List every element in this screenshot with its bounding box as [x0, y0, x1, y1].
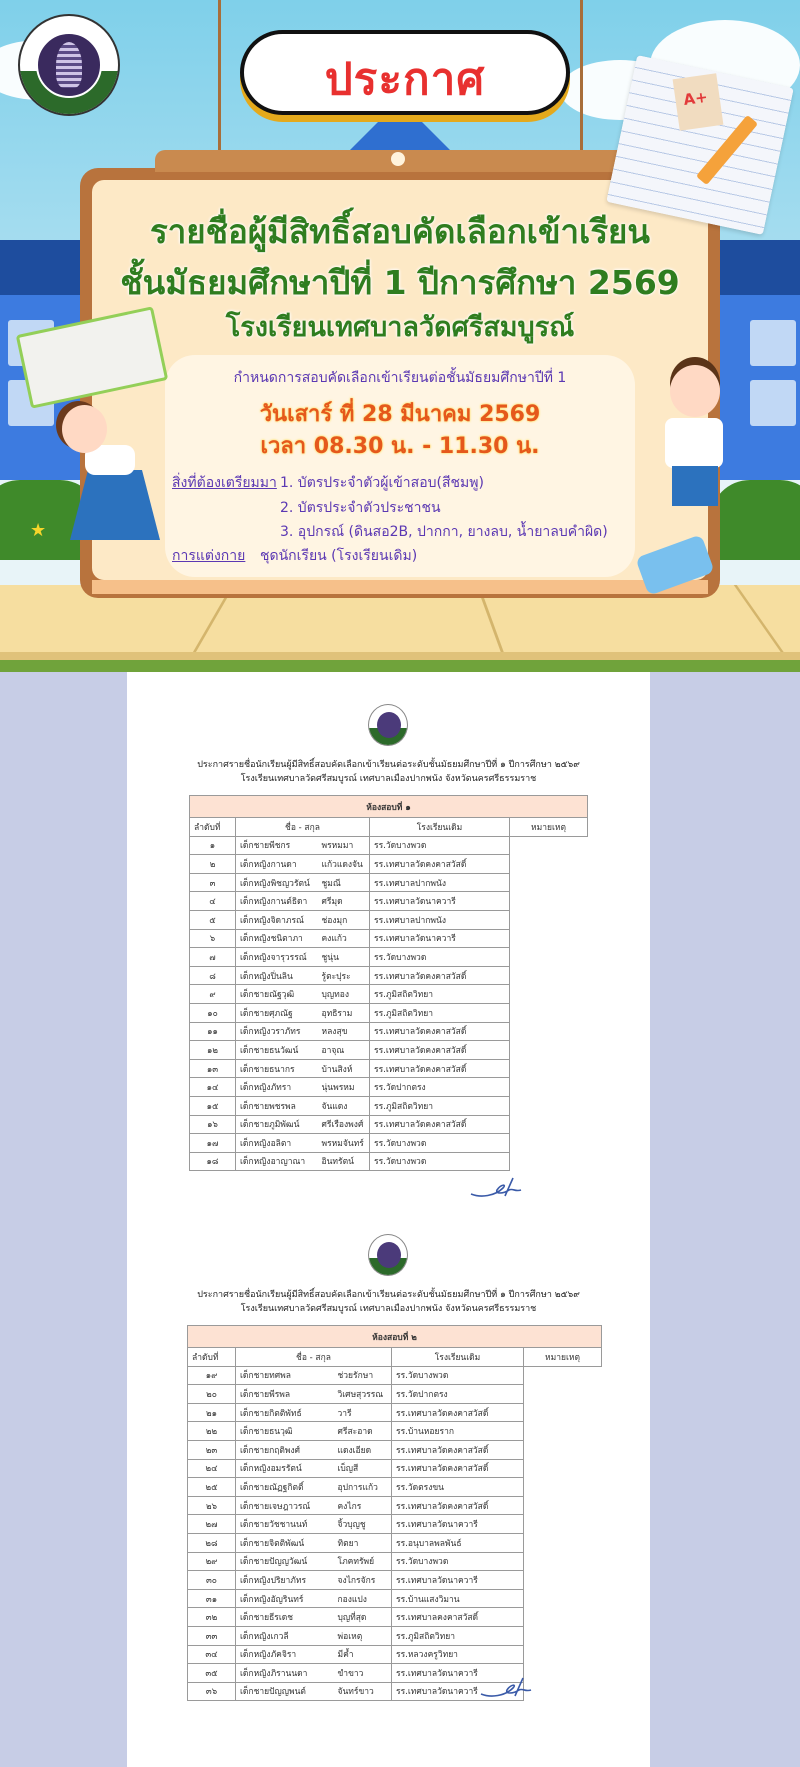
row-number: ๓๓	[188, 1626, 236, 1645]
student-surname: มีค้ำ	[334, 1645, 392, 1664]
row-number: ๑๒	[190, 1041, 236, 1060]
table-row	[188, 1571, 602, 1590]
student-surname: ชูนุ่น	[318, 948, 370, 967]
table-row	[188, 1608, 602, 1627]
student-surname: อุปการแก้ว	[334, 1478, 392, 1497]
exam-date: วันเสาร์ ที่ 28 มีนาคม 2569	[259, 402, 541, 427]
previous-school: รร.เทศบาลวัดนาควารี	[370, 892, 510, 911]
previous-school: รร.เทศบาลวัดคงคาสวัสดิ์	[392, 1496, 524, 1515]
student-surname: จันแดง	[318, 1096, 370, 1115]
row-number: ๑๔	[190, 1078, 236, 1097]
student-first-name: เด็กชายพชรพล	[236, 1096, 318, 1115]
table-row	[188, 1459, 602, 1478]
student-surname: อาจุณ	[318, 1041, 370, 1060]
student-surname: คงไกร	[334, 1496, 392, 1515]
student-surname: วารี	[334, 1403, 392, 1422]
student-surname: ทิตยา	[334, 1533, 392, 1552]
student-surname: ชูมณี	[318, 873, 370, 892]
hanging-rope	[580, 0, 583, 160]
previous-school: รร.เทศบาลวัดคงคาสวัสดิ์	[370, 855, 510, 874]
student-surname: รู้ตะปุระ	[318, 966, 370, 985]
boy-illustration	[670, 365, 720, 417]
previous-school: รร.เทศบาลวัดคงคาสวัสดิ์	[392, 1440, 524, 1459]
schedule-subheading: กำหนดการสอบคัดเลือกเข้าเรียนต่อชั้นมัธยมศึกษาปีที่ 1	[233, 370, 567, 386]
student-first-name: เด็กชายกฤติพงศ์	[236, 1440, 334, 1459]
table-row	[190, 1003, 588, 1022]
previous-school: รร.บ้านแสงวิมาน	[392, 1589, 524, 1608]
col-header-note: หมายเหตุ	[524, 1348, 602, 1367]
student-surname: ศรีมุด	[318, 892, 370, 911]
student-first-name: เด็กหญิงปริยาภัทร	[236, 1571, 334, 1590]
document-subtitle: โรงเรียนเทศบาลวัดศรีสมบูรณ์ เทศบาลเมืองปากพนัง จังหวัดนครศรีธรรมราช	[240, 1304, 537, 1314]
table-row	[190, 1041, 588, 1060]
previous-school: รร.วัดปากตรง	[370, 1078, 510, 1097]
student-first-name: เด็กหญิงพิชญวรัตน์	[236, 873, 318, 892]
row-number: ๒๒	[188, 1422, 236, 1441]
room-header: ห้องสอบที่ ๑	[190, 796, 588, 818]
previous-school: รร.เทศบาลวัดคงคาสวัสดิ์	[370, 1041, 510, 1060]
row-number: ๓๔	[188, 1645, 236, 1664]
previous-school: รร.วัดบางพวด	[370, 836, 510, 855]
roster-table-room-2	[187, 1325, 602, 1701]
previous-school: รร.วัดบางพวด	[370, 948, 510, 967]
student-first-name: เด็กชายกิตติพัทธ์	[236, 1403, 334, 1422]
row-number: ๑๐	[190, 1003, 236, 1022]
student-first-name: เด็กหญิงชนิตาภา	[236, 929, 318, 948]
row-number: ๑๓	[190, 1059, 236, 1078]
row-number: ๒	[190, 855, 236, 874]
row-number: ๔	[190, 892, 236, 911]
building-right	[710, 240, 800, 480]
student-surname: พรหมจันทร์	[318, 1134, 370, 1153]
student-first-name: เด็กหญิงอมรรัตน์	[236, 1459, 334, 1478]
table-row	[190, 1022, 588, 1041]
student-first-name: เด็กหญิงกานดา	[236, 855, 318, 874]
exam-time: เวลา 08.30 น. - 11.30 น.	[260, 434, 540, 459]
table-row	[188, 1552, 602, 1571]
student-surname: พ่อเหตุ	[334, 1626, 392, 1645]
school-logo	[18, 14, 120, 116]
table-row	[188, 1403, 602, 1422]
table-row	[188, 1682, 602, 1701]
table-row	[190, 1096, 588, 1115]
row-number: ๓๕	[188, 1664, 236, 1683]
student-first-name: เด็กชายธีรเดช	[236, 1608, 334, 1627]
row-number: ๓๐	[188, 1571, 236, 1590]
student-first-name: เด็กหญิงเกวลี	[236, 1626, 334, 1645]
previous-school: รร.หลวงครูวิทยา	[392, 1645, 524, 1664]
document-title: ประกาศรายชื่อนักเรียนผู้มีสิทธิ์สอบคัดเลือกเข้าเรียนต่อระดับชั้นมัธยมศึกษาปีที่ ๑ ปีการศึกษา ๒๕๖๙	[197, 760, 580, 770]
row-number: ๒๔	[188, 1459, 236, 1478]
student-surname: พรหมมา	[318, 836, 370, 855]
student-surname: หลงสุข	[318, 1022, 370, 1041]
row-number: ๓๑	[188, 1589, 236, 1608]
student-surname: วิเศษสุวรรณ	[334, 1385, 392, 1404]
table-row	[188, 1385, 602, 1404]
prepare-item: 3. อุปกรณ์ (ดินสอ2B, ปากกา, ยางลบ, น้ำยาลบคำผิด)	[280, 524, 608, 540]
student-surname: จันทร์ขาว	[334, 1682, 392, 1701]
table-row	[190, 966, 588, 985]
student-first-name: เด็กหญิงภัคจิรา	[236, 1645, 334, 1664]
student-first-name: เด็กชายจิตติพัฒน์	[236, 1533, 334, 1552]
table-row	[188, 1478, 602, 1497]
student-surname: แดงเอียด	[334, 1440, 392, 1459]
student-first-name: เด็กชายณัฏฐกิตติ์	[236, 1478, 334, 1497]
row-number: ๙	[190, 985, 236, 1004]
table-row	[188, 1533, 602, 1552]
previous-school: รร.เทศบาลวัดคงคาสวัสดิ์	[370, 966, 510, 985]
row-number: ๑	[190, 836, 236, 855]
student-first-name: เด็กชายศุภณัฐ	[236, 1003, 318, 1022]
signature	[477, 1674, 537, 1700]
student-surname: ศรีเรืองพงศ์	[318, 1115, 370, 1134]
previous-school: รร.เทศบาลวัดนาควารี	[392, 1682, 524, 1701]
student-first-name: เด็กชายภูมิพัฒน์	[236, 1115, 318, 1134]
table-row	[190, 948, 588, 967]
row-number: ๖	[190, 929, 236, 948]
table-row	[190, 1059, 588, 1078]
grade-text: A+	[682, 87, 709, 109]
boy-illustration	[672, 466, 718, 506]
previous-school: รร.วัดบางพวด	[370, 1152, 510, 1171]
previous-school: รร.เทศบาลวัดคงคาสวัสดิ์	[370, 1059, 510, 1078]
student-surname: แก้วแดงจัน	[318, 855, 370, 874]
student-surname: บุญทอง	[318, 985, 370, 1004]
row-number: ๒๐	[188, 1385, 236, 1404]
table-row	[190, 1152, 588, 1171]
col-header-no: ลำดับที่	[188, 1348, 236, 1367]
row-number: ๒๓	[188, 1440, 236, 1459]
document-subtitle: โรงเรียนเทศบาลวัดศรีสมบูรณ์ เทศบาลเมืองปากพนัง จังหวัดนครศรีธรรมราช	[240, 774, 537, 784]
hanging-rope	[218, 0, 221, 160]
headline-school: โรงเรียนเทศบาลวัดศรีสมบูรณ์	[225, 312, 575, 343]
previous-school: รร.บ้านหอยราก	[392, 1422, 524, 1441]
table-row	[190, 892, 588, 911]
student-surname: อุทธิราม	[318, 1003, 370, 1022]
col-header-note: หมายเหตุ	[510, 818, 588, 837]
row-number: ๗	[190, 948, 236, 967]
board-bottom	[92, 580, 708, 594]
student-first-name: เด็กชายณัฐวุฒิ	[236, 985, 318, 1004]
student-first-name: เด็กหญิงวราภัทร	[236, 1022, 318, 1041]
table-row	[190, 985, 588, 1004]
previous-school: รร.วัดบางพวด	[392, 1552, 524, 1571]
previous-school: รร.วัดตรงขน	[392, 1478, 524, 1497]
prepare-item: 2. บัตรประจำตัวประชาชน	[280, 500, 441, 516]
row-number: ๓๖	[188, 1682, 236, 1701]
prepare-item: 1. บัตรประจำตัวผู้เข้าสอบ(สีชมพู)	[280, 475, 484, 491]
student-surname: โภคทรัพย์	[334, 1552, 392, 1571]
row-number: ๑๖	[190, 1115, 236, 1134]
student-first-name: เด็กหญิงกานต์ธิดา	[236, 892, 318, 911]
student-surname: ขำขาว	[334, 1664, 392, 1683]
student-first-name: เด็กชายธนวุฒิ	[236, 1422, 334, 1441]
col-header-name: ชื่อ - สกุล	[236, 818, 370, 837]
signature	[467, 1174, 527, 1200]
student-first-name: เด็กหญิงจารุวรรณ์	[236, 948, 318, 967]
room-header: ห้องสอบที่ ๒	[188, 1326, 602, 1348]
student-surname: อินทรัตน์	[318, 1152, 370, 1171]
previous-school: รร.ภูมิสถิตวิทยา	[392, 1626, 524, 1645]
table-row	[188, 1645, 602, 1664]
row-number: ๕	[190, 910, 236, 929]
announce-title: ประกาศ	[324, 54, 486, 105]
table-row	[188, 1626, 602, 1645]
table-row	[190, 929, 588, 948]
previous-school: รร.เทศบาลคงคาสวัสดิ์	[392, 1608, 524, 1627]
roster-table-room-1	[189, 795, 588, 1171]
student-first-name: เด็กชายพีรพล	[236, 1385, 334, 1404]
announce-cloud	[240, 30, 570, 115]
student-first-name: เด็กชายธนวัฒน์	[236, 1041, 318, 1060]
col-header-no: ลำดับที่	[190, 818, 236, 837]
table-row	[190, 1115, 588, 1134]
student-first-name: เด็กหญิงภัทรา	[236, 1078, 318, 1097]
col-header-school: โรงเรียนเดิม	[370, 818, 510, 837]
row-number: ๑๘	[190, 1152, 236, 1171]
document-logo	[368, 1234, 408, 1276]
previous-school: รร.เทศบาลปากพนัง	[370, 873, 510, 892]
row-number: ๑๙	[188, 1366, 236, 1385]
boy-illustration	[665, 418, 723, 468]
previous-school: รร.ภูมิสถิตวิทยา	[370, 985, 510, 1004]
previous-school: รร.ภูมิสถิตวิทยา	[370, 1003, 510, 1022]
previous-school: รร.ภูมิสถิตวิทยา	[370, 1096, 510, 1115]
student-first-name: เด็กชายปัญญพนต์	[236, 1682, 334, 1701]
row-number: ๒๑	[188, 1403, 236, 1422]
row-number: ๑๕	[190, 1096, 236, 1115]
table-row	[188, 1496, 602, 1515]
previous-school: รร.เทศบาลปากพนัง	[370, 910, 510, 929]
previous-school: รร.เทศบาลวัดนาควารี	[392, 1571, 524, 1590]
previous-school: รร.เทศบาลวัดคงคาสวัสดิ์	[392, 1403, 524, 1422]
headline-line-1: รายชื่อผู้มีสิทธิ์สอบคัดเลือกเข้าเรียน	[150, 212, 650, 251]
row-number: ๒๗	[188, 1515, 236, 1534]
row-number: ๒๘	[188, 1533, 236, 1552]
student-surname: กองแปง	[334, 1589, 392, 1608]
table-row	[188, 1515, 602, 1534]
document-logo	[368, 704, 408, 746]
row-number: ๒๙	[188, 1552, 236, 1571]
row-number: ๒๖	[188, 1496, 236, 1515]
table-row	[190, 1078, 588, 1097]
student-first-name: เด็กหญิงอัญรินทร์	[236, 1589, 334, 1608]
document-title: ประกาศรายชื่อนักเรียนผู้มีสิทธิ์สอบคัดเลือกเข้าเรียนต่อระดับชั้นมัธยมศึกษาปีที่ ๑ ปีการศึกษา ๒๕๖๙	[197, 1290, 580, 1300]
student-surname: บุญที่สุด	[334, 1608, 392, 1627]
roster-document	[127, 672, 650, 1767]
grade-note	[673, 73, 724, 131]
student-first-name: เด็กหญิงอลิตา	[236, 1134, 318, 1153]
student-surname: ช่วยรักษา	[334, 1366, 392, 1385]
grass-strip	[0, 660, 800, 672]
previous-school: รร.เทศบาลวัดนาควารี	[392, 1664, 524, 1683]
row-number: ๓	[190, 873, 236, 892]
floor-edge	[0, 652, 800, 660]
dress-value: ชุดนักเรียน (โรงเรียนเดิม)	[260, 548, 418, 564]
table-row	[188, 1589, 602, 1608]
board-knob	[391, 152, 405, 166]
table-row	[188, 1422, 602, 1441]
student-surname: เบ็ญสี	[334, 1459, 392, 1478]
student-first-name: เด็กชายเจษฎาวรณ์	[236, 1496, 334, 1515]
table-row	[190, 836, 588, 855]
student-surname: ช่องมุก	[318, 910, 370, 929]
previous-school: รร.อนุบาลพลพันธ์	[392, 1533, 524, 1552]
previous-school: รร.เทศบาลวัดนาควารี	[370, 929, 510, 948]
table-row	[190, 910, 588, 929]
table-row	[190, 1134, 588, 1153]
student-first-name: เด็กชายวัชชานนท์	[236, 1515, 334, 1534]
student-first-name: เด็กหญิงอาญาณา	[236, 1152, 318, 1171]
student-first-name: เด็กชายธนากร	[236, 1059, 318, 1078]
prepare-label: สิ่งที่ต้องเตรียมมา	[172, 475, 277, 491]
student-first-name: เด็กหญิงจิดาภรณ์	[236, 910, 318, 929]
table-row	[188, 1664, 602, 1683]
table-row	[190, 873, 588, 892]
student-surname: จิ้วบุญชู	[334, 1515, 392, 1534]
col-header-school: โรงเรียนเดิม	[392, 1348, 524, 1367]
student-surname: บ้านสิงห์	[318, 1059, 370, 1078]
announcement-banner	[0, 0, 800, 672]
student-first-name: เด็กชายทศพล	[236, 1366, 334, 1385]
student-first-name: เด็กหญิงภิรานนดา	[236, 1664, 334, 1683]
student-surname: นุ่นพรหม	[318, 1078, 370, 1097]
col-header-name: ชื่อ - สกุล	[236, 1348, 392, 1367]
previous-school: รร.เทศบาลวัดคงคาสวัสดิ์	[370, 1115, 510, 1134]
previous-school: รร.วัดบางพวด	[370, 1134, 510, 1153]
row-number: ๑๑	[190, 1022, 236, 1041]
student-first-name: เด็กชายปัญญวัฒน์	[236, 1552, 334, 1571]
table-row	[188, 1440, 602, 1459]
table-row	[188, 1366, 602, 1385]
row-number: ๒๕	[188, 1478, 236, 1497]
bush-right	[710, 480, 800, 560]
student-surname: ศรีสะอาด	[334, 1422, 392, 1441]
previous-school: รร.เทศบาลวัดคงคาสวัสดิ์	[392, 1459, 524, 1478]
row-number: ๓๒	[188, 1608, 236, 1627]
student-surname: จงไกรจักร	[334, 1571, 392, 1590]
previous-school: รร.เทศบาลวัดคงคาสวัสดิ์	[370, 1022, 510, 1041]
table-row	[190, 855, 588, 874]
headline-line-2: ชั้นมัธยมศึกษาปีที่ 1 ปีการศึกษา 2569	[120, 263, 680, 302]
row-number: ๑๗	[190, 1134, 236, 1153]
previous-school: รร.เทศบาลวัดนาควารี	[392, 1515, 524, 1534]
previous-school: รร.วัดบางพวด	[392, 1366, 524, 1385]
girl-illustration	[62, 405, 107, 453]
row-number: ๘	[190, 966, 236, 985]
student-first-name: เด็กหญิงปิ่นลิน	[236, 966, 318, 985]
dress-label: การแต่งกาย	[172, 548, 246, 564]
student-first-name: เด็กชายพีชกร	[236, 836, 318, 855]
star-icon: ★	[30, 520, 47, 541]
previous-school: รร.วัดปากตรง	[392, 1385, 524, 1404]
student-surname: คงแก้ว	[318, 929, 370, 948]
